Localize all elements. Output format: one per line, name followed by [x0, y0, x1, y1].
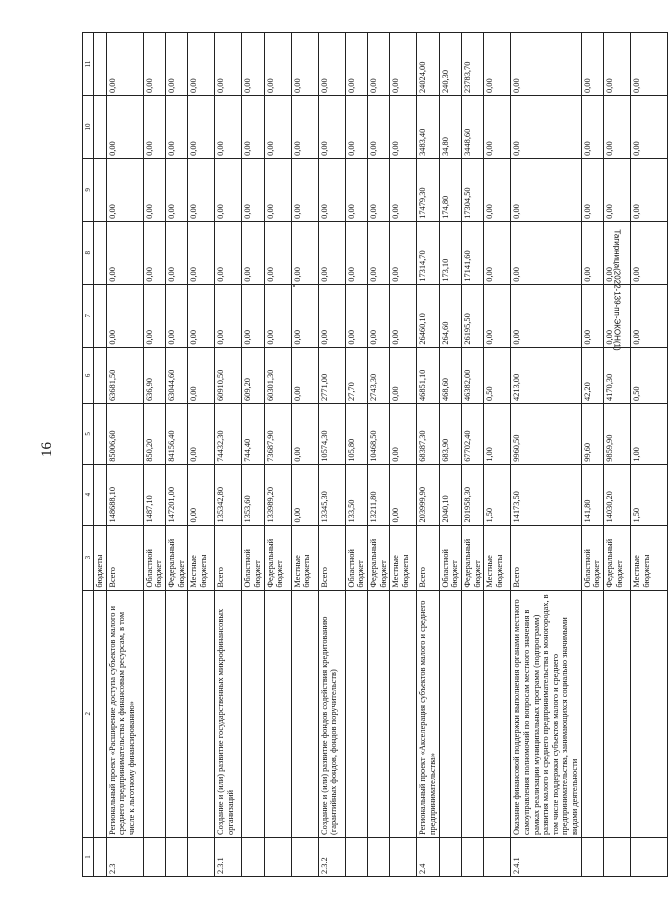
amount-cell: 0,00 [511, 284, 582, 347]
amount-cell: 636,90 [143, 347, 165, 403]
row-name [188, 590, 215, 837]
amount-cell: 34,80 [439, 96, 461, 159]
row-index [143, 837, 165, 876]
amount-cell: 0,00 [318, 284, 345, 347]
amount-cell: 0,00 [581, 284, 603, 347]
amount-cell: 0,00 [242, 284, 264, 347]
amount-cell: 135342,80 [215, 464, 242, 525]
row-index: 2.4.1 [511, 837, 582, 876]
amount-cell: 0,50 [484, 347, 511, 403]
budget-source: бюджеты [94, 525, 107, 590]
amount-cell: 0,00 [291, 347, 318, 403]
table-row [143, 33, 165, 877]
amount-cell: 0,00 [264, 33, 291, 96]
amount-cell: 1,50 [631, 464, 668, 525]
amount-cell: 0,00 [166, 96, 188, 159]
amount-cell: 10468,50 [367, 404, 389, 465]
row-index [604, 837, 631, 876]
table-row [604, 33, 631, 877]
amount-cell: 1,50 [484, 464, 511, 525]
table-row [511, 33, 582, 877]
amount-cell: 0,00 [604, 96, 631, 159]
table-row [581, 33, 603, 877]
amount-cell: 0,00 [166, 284, 188, 347]
amount-cell: 174,80 [439, 158, 461, 221]
col-header: 9 [83, 158, 94, 221]
amount-cell: 26460,10 [417, 284, 439, 347]
amount-cell: 13211,80 [367, 464, 389, 525]
amount-cell [94, 404, 107, 465]
budget-source: Местные бюджеты [390, 525, 417, 590]
row-name: Создание и (или) развитие государственных микрофинансовых организаций [215, 590, 242, 837]
amount-cell: 60301,30 [264, 347, 291, 403]
amount-cell: 0,00 [291, 464, 318, 525]
amount-cell: 0,00 [242, 96, 264, 159]
amount-cell: 0,00 [318, 221, 345, 284]
amount-cell: 17304,50 [461, 158, 483, 221]
row-name [461, 590, 483, 837]
row-name [143, 590, 165, 837]
col-header: 8 [83, 221, 94, 284]
budget-source: Федеральный бюджет [166, 525, 188, 590]
amount-cell: 0,00 [631, 158, 668, 221]
amount-cell: 0,00 [581, 158, 603, 221]
row-name [166, 590, 188, 837]
amount-cell: 9960,50 [511, 404, 582, 465]
amount-cell: 0,00 [291, 158, 318, 221]
amount-cell: 0,00 [631, 96, 668, 159]
amount-cell: 2743,30 [367, 347, 389, 403]
amount-cell [94, 221, 107, 284]
amount-cell: 0,00 [367, 96, 389, 159]
amount-cell: 4213,00 [511, 347, 582, 403]
row-name [631, 590, 668, 837]
amount-cell: 3448,60 [461, 96, 483, 159]
amount-cell: 0,00 [631, 221, 668, 284]
amount-cell: 0,00 [604, 33, 631, 96]
amount-cell: 173,10 [439, 221, 461, 284]
amount-cell: 0,00 [345, 158, 367, 221]
amount-cell: 0,00 [345, 284, 367, 347]
row-name: Региональный проект «Акселерация субъектов малого и среднего предпринимательства» [417, 590, 439, 837]
table-row [264, 33, 291, 877]
amount-cell: 0,00 [604, 158, 631, 221]
amount-cell: 147201,00 [166, 464, 188, 525]
amount-cell: 2771,00 [318, 347, 345, 403]
amount-cell: 0,00 [264, 221, 291, 284]
row-name [242, 590, 264, 837]
amount-cell: 0,00 [367, 33, 389, 96]
amount-cell: 0,00 [143, 284, 165, 347]
budget-source: Всего [106, 525, 143, 590]
amount-cell: 0,00 [484, 33, 511, 96]
col-header: 1 [83, 837, 94, 876]
amount-cell: 0,00 [106, 96, 143, 159]
amount-cell: 0,00 [581, 221, 603, 284]
amount-cell [94, 96, 107, 159]
amount-cell: 0,00 [188, 284, 215, 347]
amount-cell: 74432,30 [215, 404, 242, 465]
budget-source: Местные бюджеты [631, 525, 668, 590]
row-index: 2.3 [106, 837, 143, 876]
budget-source: Областной бюджет [581, 525, 603, 590]
amount-cell: 0,00 [390, 96, 417, 159]
row-index: 2.3.1 [215, 837, 242, 876]
col-header: 4 [83, 464, 94, 525]
row-index [291, 837, 318, 876]
amount-cell: 0,00 [188, 33, 215, 96]
amount-cell: 0,00 [143, 158, 165, 221]
amount-cell: 0,00 [106, 33, 143, 96]
amount-cell: 1,00 [631, 404, 668, 465]
amount-cell: 10574,30 [318, 404, 345, 465]
amount-cell: 63044,60 [166, 347, 188, 403]
amount-cell [94, 284, 107, 347]
amount-cell: 0,00 [318, 158, 345, 221]
budget-source: Всего [511, 525, 582, 590]
amount-cell: 0,00 [345, 33, 367, 96]
amount-cell: 468,60 [439, 347, 461, 403]
amount-cell: 0,00 [143, 33, 165, 96]
row-index [631, 837, 668, 876]
col-header: 3 [83, 525, 94, 590]
amount-cell: 0,00 [291, 284, 318, 347]
amount-cell: 60910,50 [215, 347, 242, 403]
row-index [188, 837, 215, 876]
table-row [318, 33, 345, 877]
budget-source: Федеральный бюджет [604, 525, 631, 590]
amount-cell: 0,00 [390, 284, 417, 347]
col-header: 2 [83, 590, 94, 837]
row-name [581, 590, 603, 837]
amount-cell: 148688,10 [106, 464, 143, 525]
row-index [390, 837, 417, 876]
row-index [345, 837, 367, 876]
budget-source: Всего [215, 525, 242, 590]
amount-cell: 0,00 [166, 158, 188, 221]
amount-cell: 133989,20 [264, 464, 291, 525]
row-name: Создание и (или) развитие фондов содействия кредитованию (гарантийных фондов, фондов поручительств) [318, 590, 345, 837]
row-name [264, 590, 291, 837]
row-name [484, 590, 511, 837]
amount-cell: 0,00 [390, 464, 417, 525]
table-row [367, 33, 389, 877]
table-header-row [83, 33, 94, 877]
amount-cell: 133,50 [345, 464, 367, 525]
budget-source: Федеральный бюджет [264, 525, 291, 590]
amount-cell: 0,00 [390, 221, 417, 284]
amount-cell: 0,00 [511, 158, 582, 221]
budget-source: Областной бюджет [143, 525, 165, 590]
table-row [631, 33, 668, 877]
amount-cell: 609,20 [242, 347, 264, 403]
amount-cell: 0,00 [106, 284, 143, 347]
amount-cell: 0,00 [188, 158, 215, 221]
amount-cell: 9859,90 [604, 404, 631, 465]
amount-cell: 1487,10 [143, 464, 165, 525]
amount-cell: 0,00 [390, 347, 417, 403]
table-row [484, 33, 511, 877]
amount-cell: 0,00 [106, 221, 143, 284]
amount-cell: 0,00 [188, 347, 215, 403]
col-header: 10 [83, 96, 94, 159]
budget-source: Областной бюджет [439, 525, 461, 590]
amount-cell: 1353,60 [242, 464, 264, 525]
amount-cell: 0,00 [166, 33, 188, 96]
amount-cell: 0,00 [264, 96, 291, 159]
amount-cell: 105,80 [345, 404, 367, 465]
budget-source: Всего [417, 525, 439, 590]
amount-cell: 0,00 [264, 284, 291, 347]
amount-cell: 0,00 [631, 284, 668, 347]
amount-cell: 0,00 [604, 221, 631, 284]
amount-cell: 17479,30 [417, 158, 439, 221]
row-index [581, 837, 603, 876]
amount-cell: 0,00 [318, 33, 345, 96]
amount-cell: 14173,50 [511, 464, 582, 525]
row-index [94, 837, 107, 876]
amount-cell: 24024,00 [417, 33, 439, 96]
amount-cell: 3483,40 [417, 96, 439, 159]
budget-source: Областной бюджет [345, 525, 367, 590]
amount-cell: 23783,70 [461, 33, 483, 96]
table-row [166, 33, 188, 877]
amount-cell: 744,40 [242, 404, 264, 465]
table-row [461, 33, 483, 877]
col-header: 11 [83, 33, 94, 96]
row-index: 2.3.2 [318, 837, 345, 876]
amount-cell: 46851,10 [417, 347, 439, 403]
table-row [94, 33, 107, 877]
amount-cell: 0,00 [291, 221, 318, 284]
amount-cell: 2040,10 [439, 464, 461, 525]
row-index [439, 837, 461, 876]
table-row [242, 33, 264, 877]
amount-cell: 68387,30 [417, 404, 439, 465]
amount-cell: 42,20 [581, 347, 603, 403]
amount-cell [94, 347, 107, 403]
amount-cell: 0,00 [367, 284, 389, 347]
amount-cell: 73687,90 [264, 404, 291, 465]
row-name [604, 590, 631, 837]
amount-cell: 26195,50 [461, 284, 483, 347]
budget-table [82, 32, 668, 877]
amount-cell: 0,00 [143, 221, 165, 284]
col-header: 7 [83, 284, 94, 347]
amount-cell: 0,00 [345, 221, 367, 284]
table-row [439, 33, 461, 877]
budget-source: Федеральный бюджет [367, 525, 389, 590]
budget-source: Местные бюджеты [484, 525, 511, 590]
amount-cell: 0,00 [581, 96, 603, 159]
document-id: Тагирница(2022-139-пп-ЭКОН(1) [612, 229, 622, 351]
amount-cell: 85006,60 [106, 404, 143, 465]
row-name [439, 590, 461, 837]
amount-cell: 0,00 [484, 221, 511, 284]
amount-cell: 0,00 [143, 96, 165, 159]
amount-cell: 141,80 [581, 464, 603, 525]
amount-cell: 13345,30 [318, 464, 345, 525]
amount-cell: 0,00 [215, 158, 242, 221]
amount-cell: 0,00 [484, 158, 511, 221]
amount-cell: 0,00 [390, 33, 417, 96]
row-index [166, 837, 188, 876]
table-row [215, 33, 242, 877]
amount-cell: 99,60 [581, 404, 603, 465]
table-row [417, 33, 439, 877]
amount-cell: 240,30 [439, 33, 461, 96]
amount-cell: 14030,20 [604, 464, 631, 525]
amount-cell: 0,50 [631, 347, 668, 403]
row-name: Оказание финансовой поддержки выполнения органами местного самоуправления полномочий по вопросам местного значения в рамках реализации муниципальных программ (подпрограмм) развития малого и среднего предпринимательства в моногородах, в том числе поддержки субъектов малого и среднего предпринимательства, занимающихся социально значимыми видами деятельности [511, 590, 582, 837]
amount-cell: 17141,60 [461, 221, 483, 284]
amount-cell: 0,00 [291, 96, 318, 159]
amount-cell [94, 33, 107, 96]
row-name [390, 590, 417, 837]
amount-cell: 0,00 [511, 221, 582, 284]
row-name [94, 590, 107, 837]
amount-cell: 0,00 [631, 33, 668, 96]
amount-cell: 0,00 [511, 33, 582, 96]
amount-cell: 0,00 [188, 96, 215, 159]
row-index: 2.4 [417, 837, 439, 876]
amount-cell: 27,70 [345, 347, 367, 403]
amount-cell: 0,00 [188, 464, 215, 525]
table-row [390, 33, 417, 877]
amount-cell: 0,00 [264, 158, 291, 221]
amount-cell: 0,00 [242, 33, 264, 96]
page-number: 16 [39, 442, 55, 457]
amount-cell: 0,00 [215, 33, 242, 96]
amount-cell [94, 464, 107, 525]
amount-cell: 0,00 [215, 221, 242, 284]
amount-cell: 0,00 [367, 158, 389, 221]
amount-cell: 201958,30 [461, 464, 483, 525]
table-body [94, 33, 668, 877]
amount-cell: 203999,90 [417, 464, 439, 525]
amount-cell: 63681,50 [106, 347, 143, 403]
row-name: Региональный проект «Расширение доступа субъектов малого и среднего предпринимательства к финансовым ресурсам, в том числе к льготному финансированию» [106, 590, 143, 837]
amount-cell: 84156,40 [166, 404, 188, 465]
row-name [345, 590, 367, 837]
table-row [188, 33, 215, 877]
amount-cell: 0,00 [188, 221, 215, 284]
table-row [291, 33, 318, 877]
row-name [291, 590, 318, 837]
amount-cell: 17314,70 [417, 221, 439, 284]
amount-cell: 0,00 [390, 404, 417, 465]
amount-cell: 683,90 [439, 404, 461, 465]
row-index [264, 837, 291, 876]
amount-cell: 1,00 [484, 404, 511, 465]
amount-cell: 0,00 [188, 404, 215, 465]
amount-cell: 0,00 [345, 96, 367, 159]
budget-source: Местные бюджеты [188, 525, 215, 590]
amount-cell: 0,00 [291, 33, 318, 96]
amount-cell: 264,60 [439, 284, 461, 347]
amount-cell: 0,00 [242, 221, 264, 284]
budget-source: Местные бюджеты [291, 525, 318, 590]
amount-cell: 0,00 [215, 284, 242, 347]
col-header: 6 [83, 347, 94, 403]
budget-source: Областной бюджет [242, 525, 264, 590]
amount-cell: 0,00 [106, 158, 143, 221]
amount-cell: 0,00 [581, 33, 603, 96]
amount-cell: 0,00 [367, 221, 389, 284]
row-index [484, 837, 511, 876]
row-index [367, 837, 389, 876]
amount-cell: 850,20 [143, 404, 165, 465]
row-name [367, 590, 389, 837]
row-index [461, 837, 483, 876]
amount-cell: 0,00 [166, 221, 188, 284]
budget-source: Всего [318, 525, 345, 590]
amount-cell: 0,00 [484, 284, 511, 347]
amount-cell: 0,00 [291, 404, 318, 465]
amount-cell: 0,00 [511, 96, 582, 159]
amount-cell: 4170,30 [604, 347, 631, 403]
col-header: 5 [83, 404, 94, 465]
amount-cell [94, 158, 107, 221]
amount-cell: 0,00 [318, 96, 345, 159]
amount-cell: 0,00 [484, 96, 511, 159]
amount-cell: 46382,00 [461, 347, 483, 403]
row-index [242, 837, 264, 876]
amount-cell: 0,00 [242, 158, 264, 221]
amount-cell: 0,00 [215, 96, 242, 159]
amount-cell: 67702,40 [461, 404, 483, 465]
amount-cell: 0,00 [604, 284, 631, 347]
amount-cell: 0,00 [390, 158, 417, 221]
table-row [106, 33, 143, 877]
budget-source: Федеральный бюджет [461, 525, 483, 590]
table-row [345, 33, 367, 877]
